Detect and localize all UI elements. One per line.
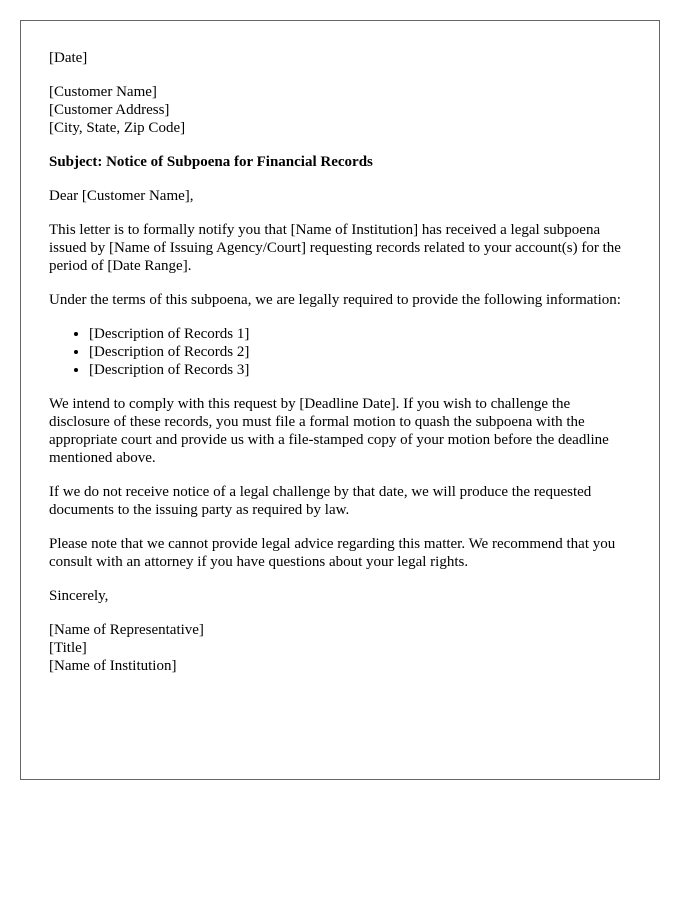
signature-institution: [Name of Institution]	[49, 658, 177, 674]
signature-title: [Title]	[49, 640, 87, 656]
letter-page	[20, 20, 660, 780]
recipient-city-state-zip: [City, State, Zip Code]	[49, 120, 186, 136]
recipient-address-block	[49, 83, 631, 137]
paragraph-compliance: We intend to comply with this request by [Deadline Date]. If you wish to challenge the disclosure of these records, you must file a formal motion to quash the subpoena with the appropriate court and provide us with a file-stamped copy of your motion before the deadline mentioned above.	[49, 396, 609, 466]
letter-date: [Date]	[49, 50, 88, 66]
recipient-address: [Customer Address]	[49, 102, 170, 118]
signature-name: [Name of Representative]	[49, 622, 204, 638]
records-list-item: • [Description of Records 2]	[89, 343, 631, 361]
records-list	[49, 325, 631, 379]
letter-salutation: Dear [Customer Name],	[49, 188, 194, 204]
recipient-name: [Customer Name]	[49, 84, 157, 100]
paragraph-requirements: Under the terms of this subpoena, we are legally required to provide the following information:	[49, 292, 621, 308]
records-list-item: • [Description of Records 3]	[89, 361, 631, 379]
paragraph-notification: This letter is to formally notify you that [Name of Institution] has received a legal subpoena issued by [Name of Issuing Agency/Court] requesting records related to your account(s) for the period of [Date Range].	[49, 222, 621, 274]
letter-subject: Subject: Notice of Subpoena for Financial Records	[49, 154, 373, 170]
letter-closing: Sincerely,	[49, 588, 109, 604]
paragraph-legal-advice: Please note that we cannot provide legal advice regarding this matter. We recommend that you consult with an attorney if you have questions about your legal rights.	[49, 536, 616, 570]
signature-block	[49, 621, 631, 675]
records-list-item: • [Description of Records 1]	[89, 325, 631, 343]
paragraph-production: If we do not receive notice of a legal challenge by that date, we will produce the requested documents to the issuing party as required by law.	[49, 484, 592, 518]
